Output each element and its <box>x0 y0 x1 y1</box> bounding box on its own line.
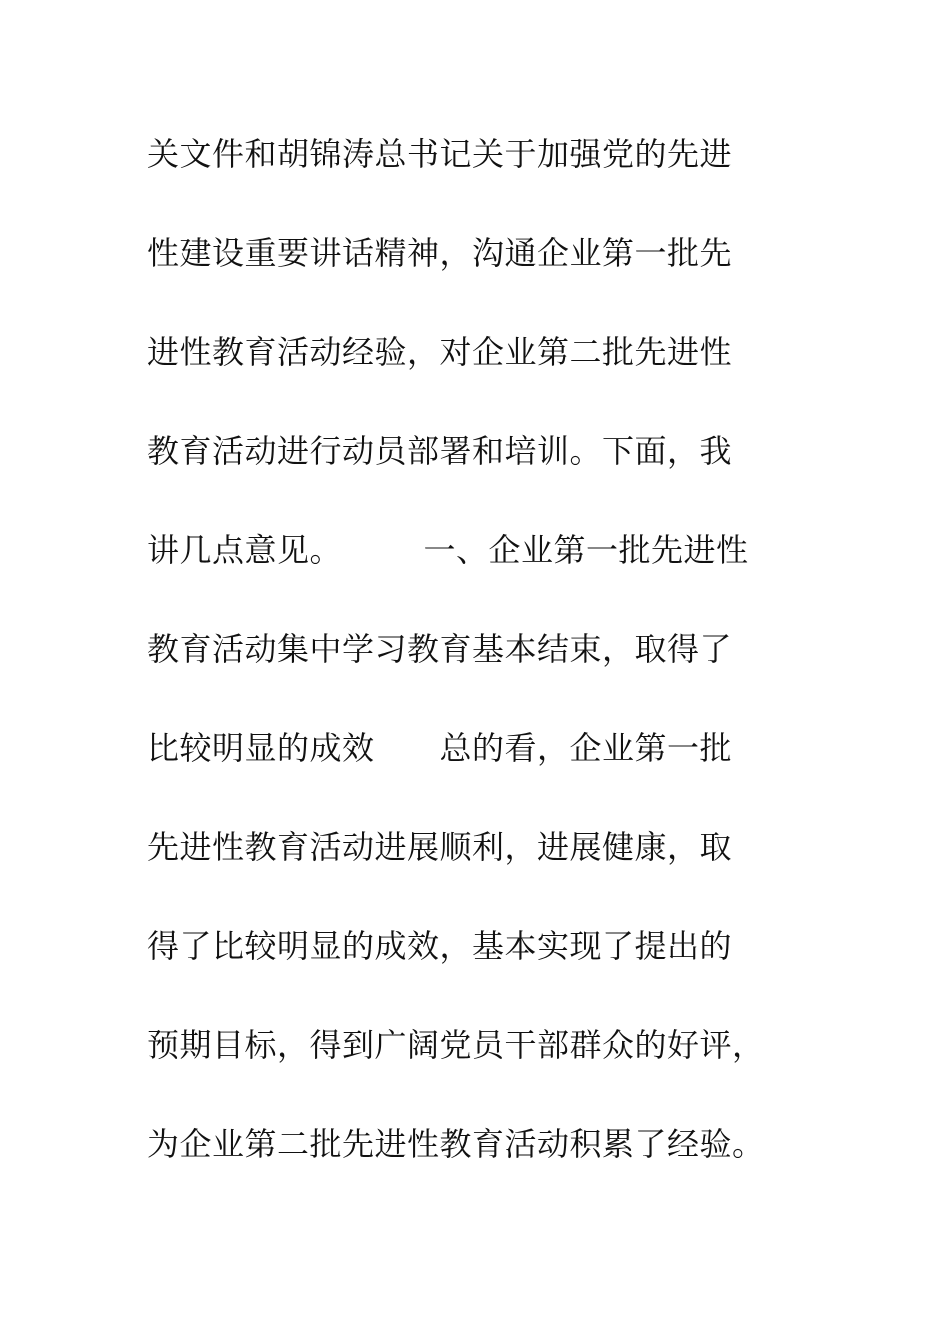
text-line: 比较明显的成效 总的看，企业第一批 <box>147 729 733 767</box>
text-line: 为企业第二批先进性教育活动积累了经验。 <box>147 1125 765 1163</box>
text-line: 得了比较明显的成效，基本实现了提出的 <box>147 927 733 965</box>
text-line: 进性教育活动经验，对企业第二批先进性 <box>147 333 733 371</box>
text-line: 关文件和胡锦涛总书记关于加强党的先进 <box>147 135 733 173</box>
text-line: 性建设重要讲话精神，沟通企业第一批先 <box>147 234 733 272</box>
document-body <box>147 128 827 1217</box>
text-line: 教育活动集中学习教育基本结束，取得了 <box>147 630 733 668</box>
text-line: 预期目标，得到广阔党员干部群众的好评， <box>147 1026 765 1064</box>
text-line: 先进性教育活动进展顺利，进展健康，取 <box>147 828 733 866</box>
text-line: 讲几点意见。 一、企业第一批先进性 <box>147 531 749 569</box>
text-line: 教育活动进行动员部署和培训。下面，我 <box>147 432 733 470</box>
